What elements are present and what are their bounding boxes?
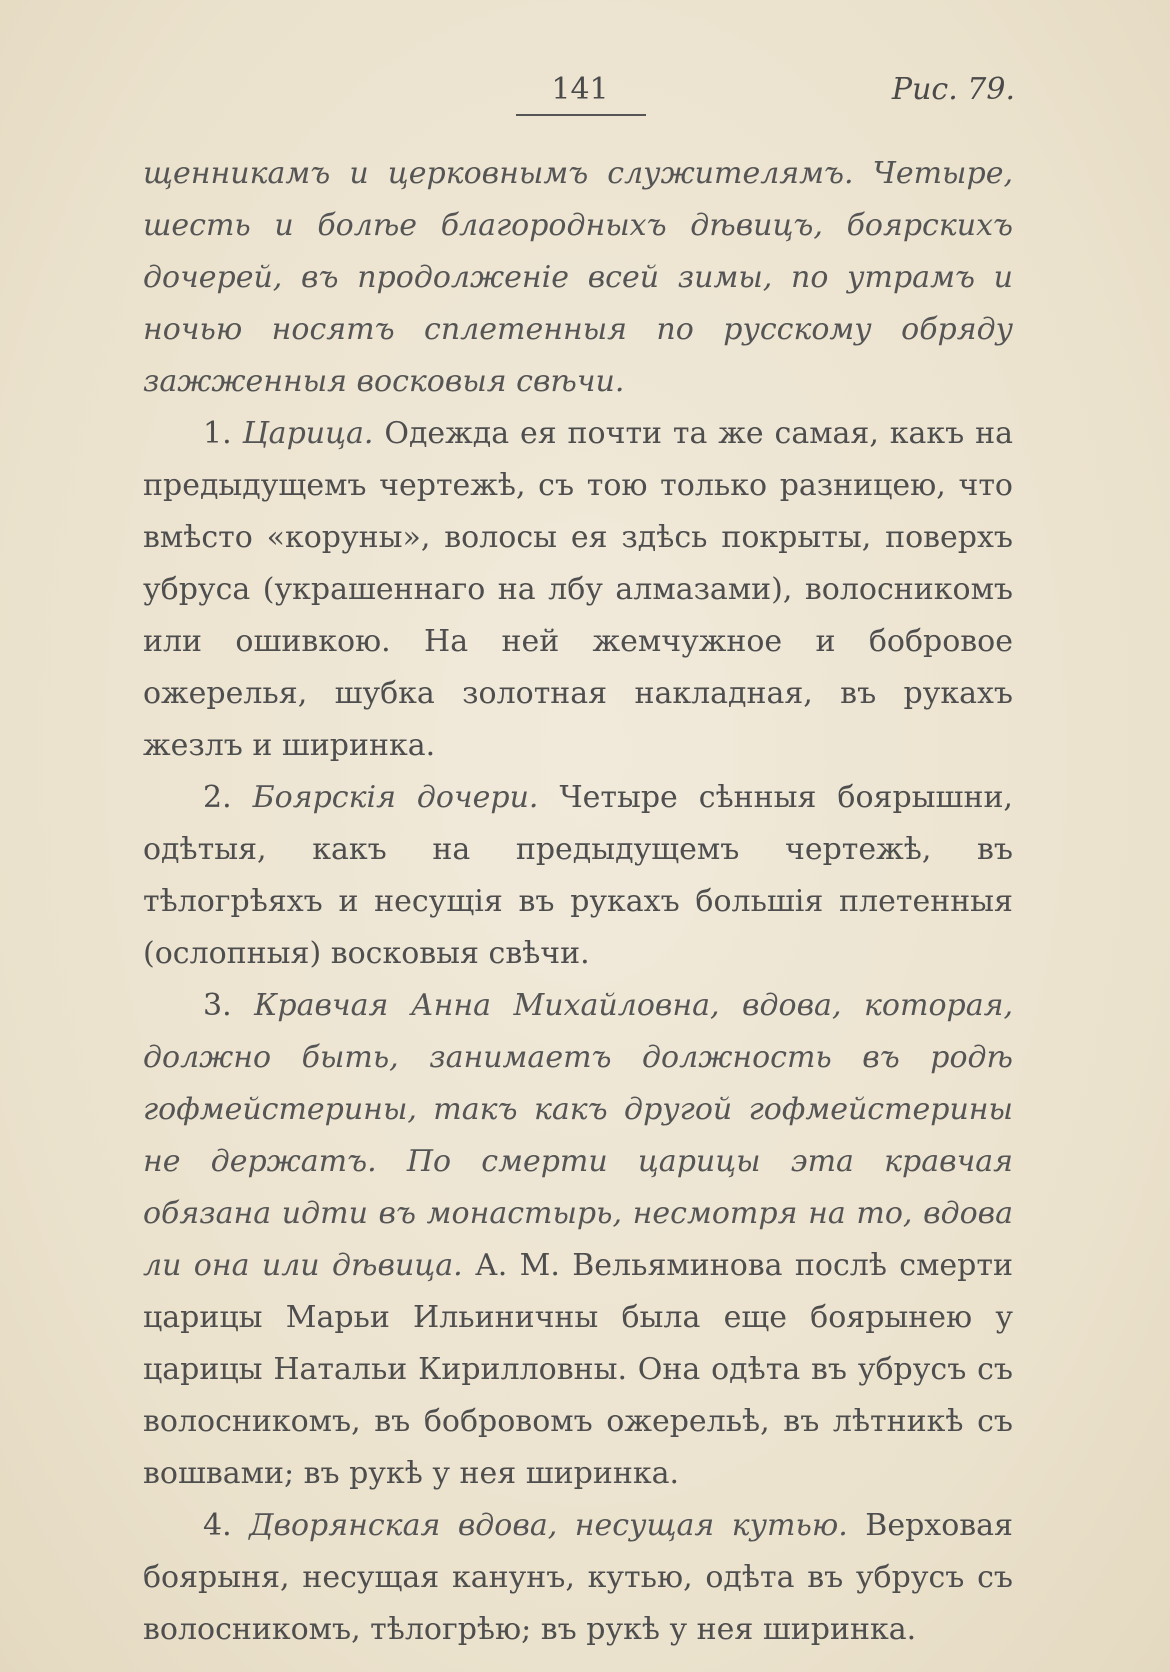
page-number: 141	[551, 72, 609, 107]
paragraph-italic-text: щенникамъ и церковнымъ служителямъ. Четыре, шесть и болѣе благородныхъ дѣвицъ, боярскихъ дочерей, въ продолженіе всей зимы, по утрамъ и ночью носятъ сплетенныя по русскому обряду зажженныя восковыя свѣчи.	[143, 156, 1013, 399]
paragraph-heading: Царица.	[242, 416, 374, 451]
paragraph-boyar-daughters	[143, 772, 1013, 980]
paragraph-number: 3.	[203, 988, 232, 1023]
paragraph-heading: Боярскія дочери.	[252, 780, 539, 815]
paragraph-noble-widow	[143, 1500, 1013, 1656]
page-body	[143, 148, 1013, 1656]
paragraph-kravchaya	[143, 980, 1013, 1500]
page-header	[0, 72, 1170, 132]
paragraph-text: Четыре сѣнныя боярышни, одѣтыя, какъ на предыдущемъ чертежѣ, въ тѣлогрѣяхъ и несущія въ рукахъ большія плетенныя (ослопныя) восковыя свѣчи.	[143, 780, 1013, 971]
paragraph-number: 1.	[203, 416, 232, 451]
figure-reference: Рис. 79.	[891, 72, 1015, 107]
paragraph-heading: Дворянская вдова, несущая кутью.	[249, 1508, 848, 1543]
paragraph-text: Верховая боярыня, несущая канунъ, кутью, одѣта въ убрусъ съ волосникомъ, тѣлогрѣю; въ рукѣ у нея ширинка.	[143, 1508, 1013, 1647]
paragraph-heading: Кравчая Анна Михайловна, вдова, которая, должно быть, занимаетъ должность въ родѣ гофмейстерины, такъ какъ другой гофмейстерины не держатъ. По смерти царицы эта кравчая обязана идти въ монастырь, несмотря на то, вдова ли она или дѣвица.	[143, 988, 1013, 1283]
paragraph-tsaritsa	[143, 408, 1013, 772]
paragraph-number: 2.	[203, 780, 232, 815]
header-rule	[516, 114, 646, 116]
paragraph-text: Одежда ея почти та же самая, какъ на предыдущемъ чертежѣ, съ тою только разницею, что вмѣсто «коруны», волосы ея здѣсь покрыты, поверхъ убруса (украшеннаго на лбу алмазами), волосникомъ или ошивкою. На ней жемчужное и бобровое ожерелья, шубка золотная накладная, въ рукахъ жезлъ и ширинка.	[143, 416, 1013, 763]
paragraph-continuation	[143, 148, 1013, 408]
paragraph-text: А. М. Вельяминова послѣ смерти царицы Марьи Ильиничны была еще боярынею у царицы Натальи Кирилловны. Она одѣта въ убрусъ съ волосникомъ, въ бобровомъ ожерельѣ, въ лѣтникѣ съ вошвами; въ рукѣ у нея ширинка.	[143, 1248, 1013, 1491]
paragraph-number: 4.	[203, 1508, 232, 1543]
